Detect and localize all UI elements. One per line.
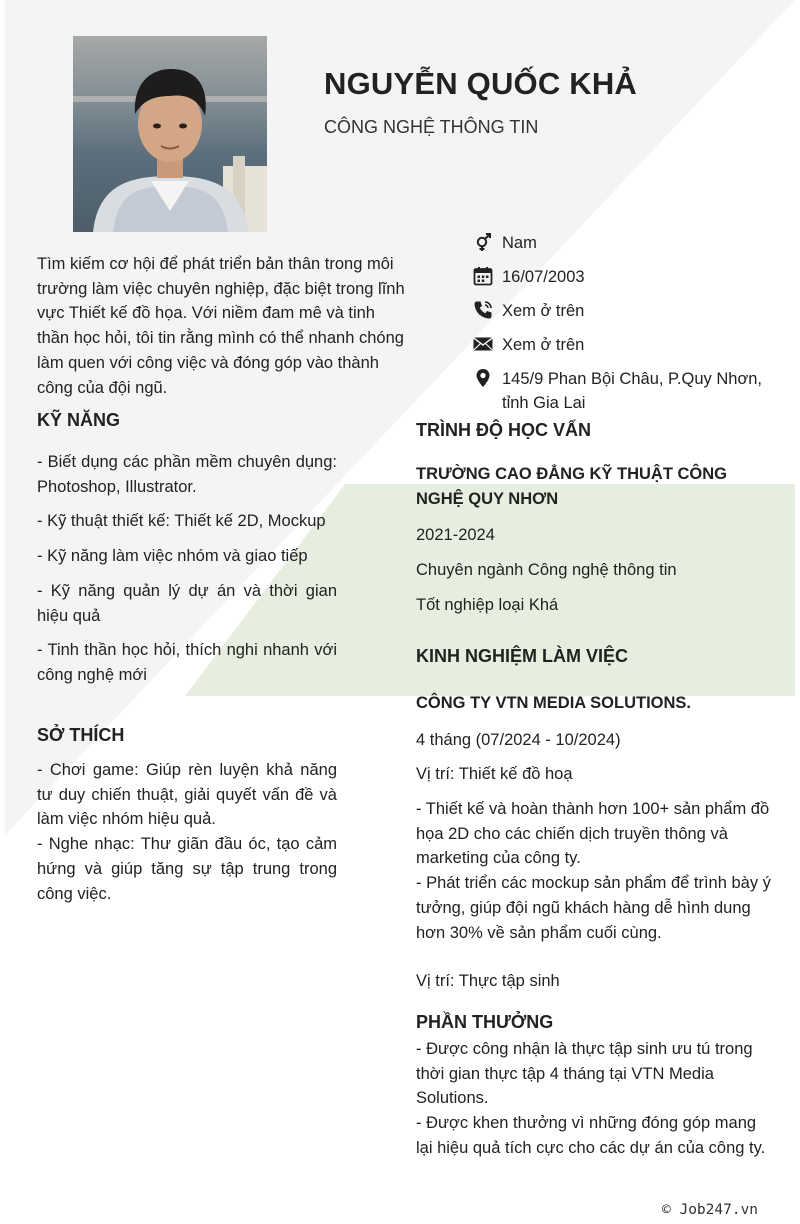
birthday-value: 16/07/2003 xyxy=(502,268,585,286)
education-school: TRƯỜNG CAO ĐẲNG KỸ THUẬT CÔNG NGHỆ QUY NHƠN xyxy=(416,465,728,508)
awards-heading: PHẦN THƯỞNG xyxy=(416,1012,554,1032)
skill-item: - Kỹ năng làm việc nhóm và giao tiếp xyxy=(37,547,308,566)
skill-item: - Kỹ năng quản lý dự án và thời gian hiệu quả xyxy=(37,581,337,625)
location-pin-icon xyxy=(472,367,494,389)
gender-value: Nam xyxy=(502,234,537,252)
address-value: 145/9 Phan Bội Châu, P.Quy Nhơn, tỉnh Gia Lai xyxy=(502,370,763,412)
awards-list xyxy=(416,1037,776,1161)
hobbies-heading: SỞ THÍCH xyxy=(37,725,125,745)
education-period: 2021-2024 xyxy=(416,526,495,544)
profile-photo xyxy=(73,36,267,232)
education-major: Chuyên ngành Công nghệ thông tin xyxy=(416,561,677,579)
contact-address xyxy=(472,367,772,415)
calendar-icon xyxy=(472,265,494,287)
candidate-title: CÔNG NGHỆ THÔNG TIN xyxy=(324,117,539,137)
hobbies-list xyxy=(37,758,337,906)
education-heading: TRÌNH ĐỘ HỌC VẤN xyxy=(416,420,591,440)
experience-details xyxy=(416,797,778,945)
award-item: - Được khen thưởng vì những đóng góp mang lại hiệu quả tích cực cho các dự án của công ty. xyxy=(416,1114,766,1157)
contact-info xyxy=(472,231,772,425)
skills-heading: KỸ NĂNG xyxy=(37,410,121,430)
skill-item: - Tinh thần học hỏi, thích nghi nhanh với công nghệ mới xyxy=(37,641,337,684)
contact-email xyxy=(472,333,772,357)
contact-phone xyxy=(472,299,772,323)
skill-item: - Biết dụng các phần mềm chuyên dụng: Photoshop, Illustrator. xyxy=(37,453,337,496)
experience-duration: 4 tháng (07/2024 - 10/2024) xyxy=(416,731,621,749)
career-objective: Tìm kiếm cơ hội để phát triển bản thân trong môi trường làm việc chuyên nghiệp, đặc biệt trong lĩnh vực Thiết kế đồ họa. Với niềm đam mê và tinh thần học hỏi, tôi tin rằng mình có thể nhanh chóng làm quen với công việc và đóng góp vào thành công của đội ngũ. xyxy=(37,255,405,397)
experience-detail-item: - Phát triển các mockup sản phẩm để trình bày ý tưởng, giúp đội ngũ khách hàng dễ hình dung hơn 30% về sản phẩm cuối cùng. xyxy=(416,874,771,942)
experience-position-intern: Vị trí: Thực tập sinh xyxy=(416,972,560,990)
copyright-footer: © Job247.vn xyxy=(662,1202,759,1218)
envelope-icon xyxy=(472,333,494,355)
phone-icon xyxy=(472,299,494,321)
contact-gender xyxy=(472,231,772,255)
education-grade: Tốt nghiệp loại Khá xyxy=(416,596,559,614)
hobby-item: - Chơi game: Giúp rèn luyện khả năng tư duy chiến thuật, giải quyết vấn đề và làm việc nhóm hiệu quả. xyxy=(37,761,337,829)
experience-company: CÔNG TY VTN MEDIA SOLUTIONS. xyxy=(416,694,692,712)
email-value: Xem ở trên xyxy=(502,336,585,354)
candidate-name: NGUYỄN QUỐC KHẢ xyxy=(324,66,638,101)
hobby-item: - Nghe nhạc: Thư giãn đầu óc, tạo cảm hứng và giúp tăng sự tập trung trong công việc. xyxy=(37,835,337,903)
contact-birthday xyxy=(472,265,772,289)
phone-value: Xem ở trên xyxy=(502,302,585,320)
experience-heading: KINH NGHIỆM LÀM VIỆC xyxy=(416,646,629,666)
gender-icon xyxy=(472,231,494,253)
award-item: - Được công nhận là thực tập sinh ưu tú trong thời gian thực tập 4 tháng tại VTN Media Solutions. xyxy=(416,1040,753,1108)
skills-list xyxy=(37,450,337,698)
skill-item: - Kỹ thuật thiết kế: Thiết kế 2D, Mockup xyxy=(37,512,326,531)
experience-detail-item: - Thiết kế và hoàn thành hơn 100+ sản phẩm đồ họa 2D cho các chiến dịch truyền thông và marketing của công ty. xyxy=(416,800,770,868)
experience-position-designer: Vị trí: Thiết kế đồ hoạ xyxy=(416,765,573,783)
